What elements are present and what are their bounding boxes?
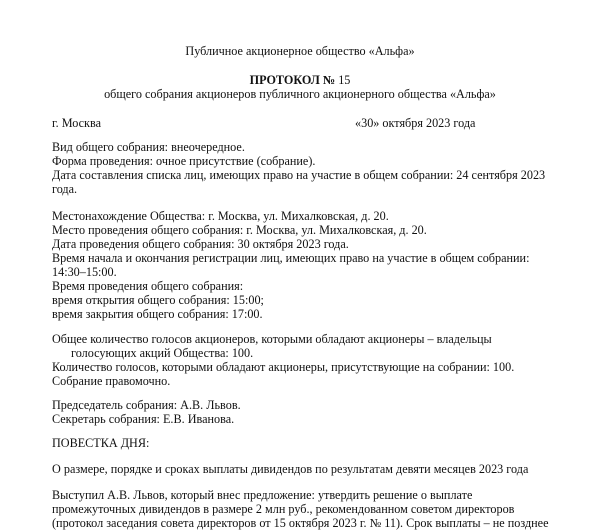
agenda-item: О размере, порядке и сроках выплаты дивидендов по результатам девяти месяцев 2023 года: [52, 462, 529, 476]
agenda-heading: ПОВЕСТКА ДНЯ:: [52, 436, 150, 450]
protocol-subtitle: общего собрания акционеров публичного акционерного общества «Альфа»: [104, 87, 496, 101]
company-name: Публичное акционерное общество «Альфа»: [185, 44, 415, 58]
opening-time: время открытия общего собрания: 15:00;: [52, 293, 264, 307]
secretary: Секретарь собрания: Е.В. Иванова.: [52, 412, 235, 426]
protocol-date: «30» октября 2023 года: [355, 116, 476, 130]
city: г. Москва: [52, 116, 101, 130]
meeting-time-label: Время проведения общего собрания:: [52, 279, 244, 293]
meeting-type: Вид общего собрания: внеочередное.: [52, 140, 245, 154]
protocol-number: 15: [338, 73, 351, 87]
meeting-date: Дата проведения общего собрания: 30 октября 2023 года.: [52, 237, 349, 251]
speech-line-1: Выступил А.В. Львов, который внес предложение: утвердить решение о выплате: [52, 488, 473, 502]
meeting-place: Место проведения общего собрания: г. Москва, ул. Михалковская, д. 20.: [52, 223, 427, 237]
present-votes: Количество голосов, которыми обладают акционеры, присутствующие на собрании: 100.: [52, 360, 515, 374]
registration-time: 14:30–15:00.: [52, 265, 117, 279]
registration-time-label: Время начала и окончания регистрации лиц, имеющих право на участие в общем собрании:: [52, 251, 530, 265]
total-votes-line-1: Общее количество голосов акционеров, которыми обладают акционеры – владельцы: [52, 332, 492, 346]
company-location: Местонахождение Общества: г. Москва, ул. Михалковская, д. 20.: [52, 209, 389, 223]
protocol-title: [0, 73, 600, 87]
quorum-status: Собрание правомочно.: [52, 374, 171, 388]
speech-line-2: промежуточных дивидендов в размере 2 млн руб., рекомендованном советом директоров: [52, 502, 515, 516]
list-date-line-1: Дата составления списка лиц, имеющих право на участие в общем собрании: 24 сентября 2023: [52, 168, 546, 182]
speech-line-3: (протокол заседания совета директоров от 15 октября 2023 г. № 11). Срок выплаты – не позднее: [52, 516, 549, 530]
total-votes-line-2: голосующих акций Общества: 100.: [71, 346, 254, 360]
meeting-form: Форма проведения: очное присутствие (собрание).: [52, 154, 316, 168]
closing-time: время закрытия общего собрания: 17:00.: [52, 307, 263, 321]
protocol-prefix: ПРОТОКОЛ №: [249, 73, 336, 87]
list-date-line-2: года.: [52, 182, 78, 196]
chairman: Председатель собрания: А.В. Львов.: [52, 398, 241, 412]
